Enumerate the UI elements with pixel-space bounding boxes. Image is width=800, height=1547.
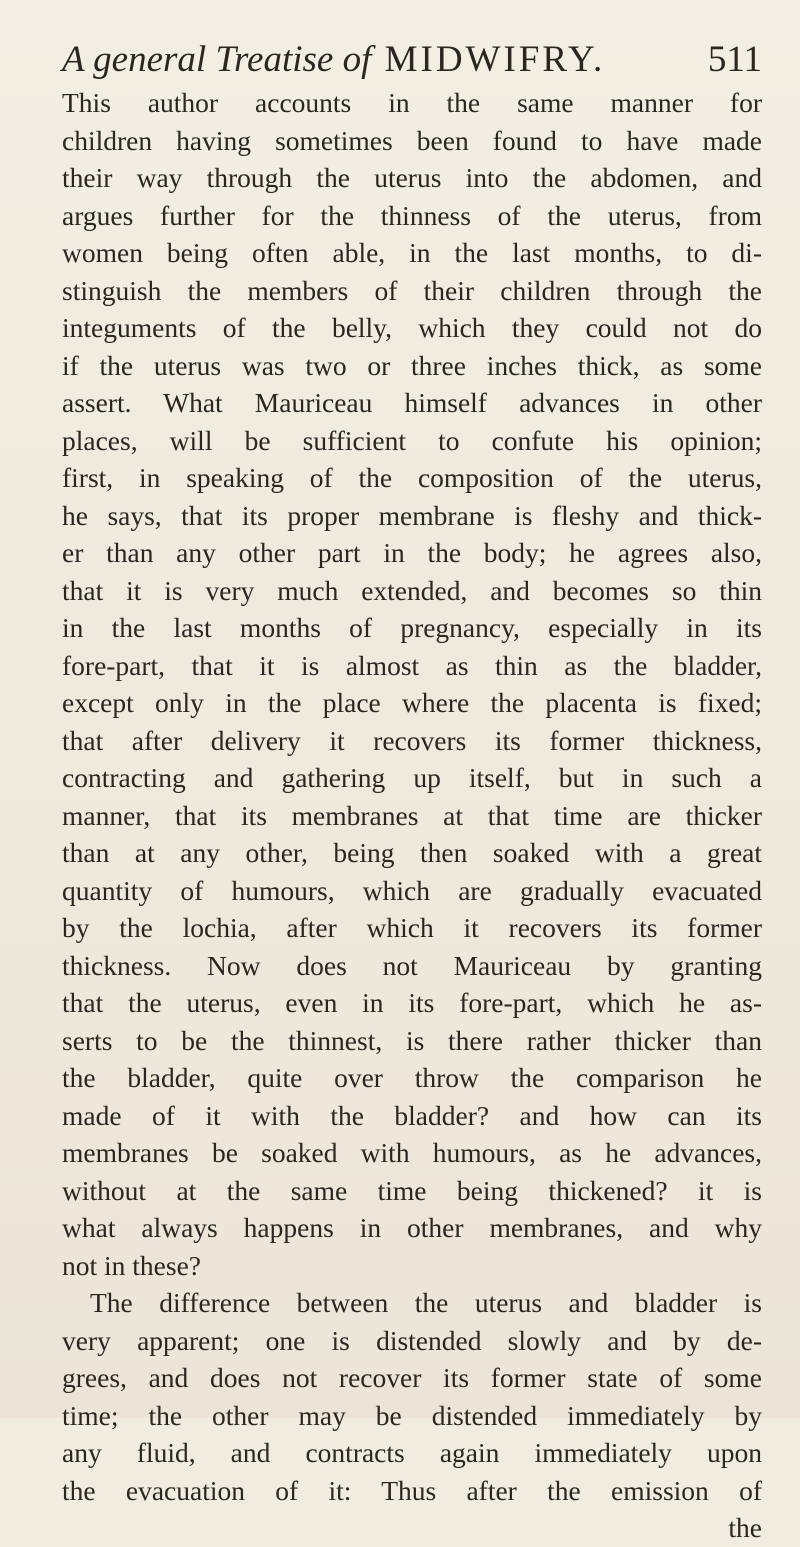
text-line: argues further for the thinness of the uterus, from — [62, 199, 762, 231]
text-line: first, in speaking of the composition of the uterus, — [62, 462, 762, 493]
text-line: that it is very much extended, and becomes so thin — [62, 574, 762, 606]
text-line: grees, and does not recover its former state of some — [62, 1362, 762, 1393]
text-line: time; the other may be distended immediately by — [62, 1399, 762, 1431]
text-line: made of it with the bladder? and how can its — [62, 1099, 762, 1131]
text-line: fore-part, that it is almost as thin as the bladder, — [62, 649, 762, 681]
text-line: serts to be the thinnest, is there rather thicker than — [62, 1024, 762, 1056]
text-line: This author accounts in the same manner for — [62, 87, 762, 118]
text-line: without at the same time being thickened? it is — [62, 1174, 762, 1206]
text-line: except only in the place where the placenta is fixed; — [62, 687, 762, 718]
text-line: places, will be sufficient to confute his opinion; — [62, 424, 762, 456]
running-title: A general Treatise of — [62, 39, 372, 80]
text-line: membranes be soaked with humours, as he advances, — [62, 1137, 762, 1168]
body-text — [62, 84, 762, 1547]
text-line-paragraph-start: The difference between the uterus and bladder is — [90, 1287, 762, 1318]
text-line: children having sometimes been found to have made — [62, 124, 762, 156]
text-line: the bladder, quite over throw the comparison he — [62, 1062, 762, 1093]
text-line: stinguish the members of their children through the — [62, 274, 762, 306]
text-line: what always happens in other membranes, and why — [62, 1212, 762, 1243]
text-line-paragraph-end: not in these? — [62, 1249, 201, 1281]
text-line: very apparent; one is distended slowly and by de- — [62, 1324, 762, 1356]
text-line: the evacuation of it: Thus after the emission of — [62, 1474, 762, 1506]
text-line: any fluid, and contracts again immediately upon — [62, 1437, 762, 1468]
text-line: by the lochia, after which it recovers its former — [62, 912, 762, 943]
text-line: manner, that its membranes at that time are thicker — [62, 799, 762, 831]
text-line: integuments of the belly, which they could not do — [62, 312, 762, 343]
text-line: he says, that its proper membrane is fleshy and thick- — [62, 499, 762, 531]
text-line: thickness. Now does not Mauriceau by granting — [62, 949, 762, 981]
text-line: er than any other part in the body; he agrees also, — [62, 537, 762, 568]
running-subject: MIDWIFRY. — [384, 39, 606, 80]
text-line: women being often able, in the last months, to di- — [62, 237, 762, 268]
text-line: their way through the uterus into the abdomen, and — [62, 162, 762, 193]
catchword: the — [728, 1512, 762, 1543]
page-number: 511 — [707, 39, 762, 80]
text-line: quantity of humours, which are gradually evacuated — [62, 874, 762, 906]
text-line: assert. What Mauriceau himself advances in other — [62, 387, 762, 418]
running-header — [62, 38, 762, 82]
text-line: in the last months of pregnancy, especially in its — [62, 612, 762, 643]
text-line: that the uterus, even in its fore-part, which he as- — [62, 987, 762, 1018]
text-line: contracting and gathering up itself, but in such a — [62, 762, 762, 793]
text-line: than at any other, being then soaked with a great — [62, 837, 762, 868]
text-line: that after delivery it recovers its former thickness, — [62, 724, 762, 756]
text-line: if the uterus was two or three inches thick, as some — [62, 349, 762, 381]
